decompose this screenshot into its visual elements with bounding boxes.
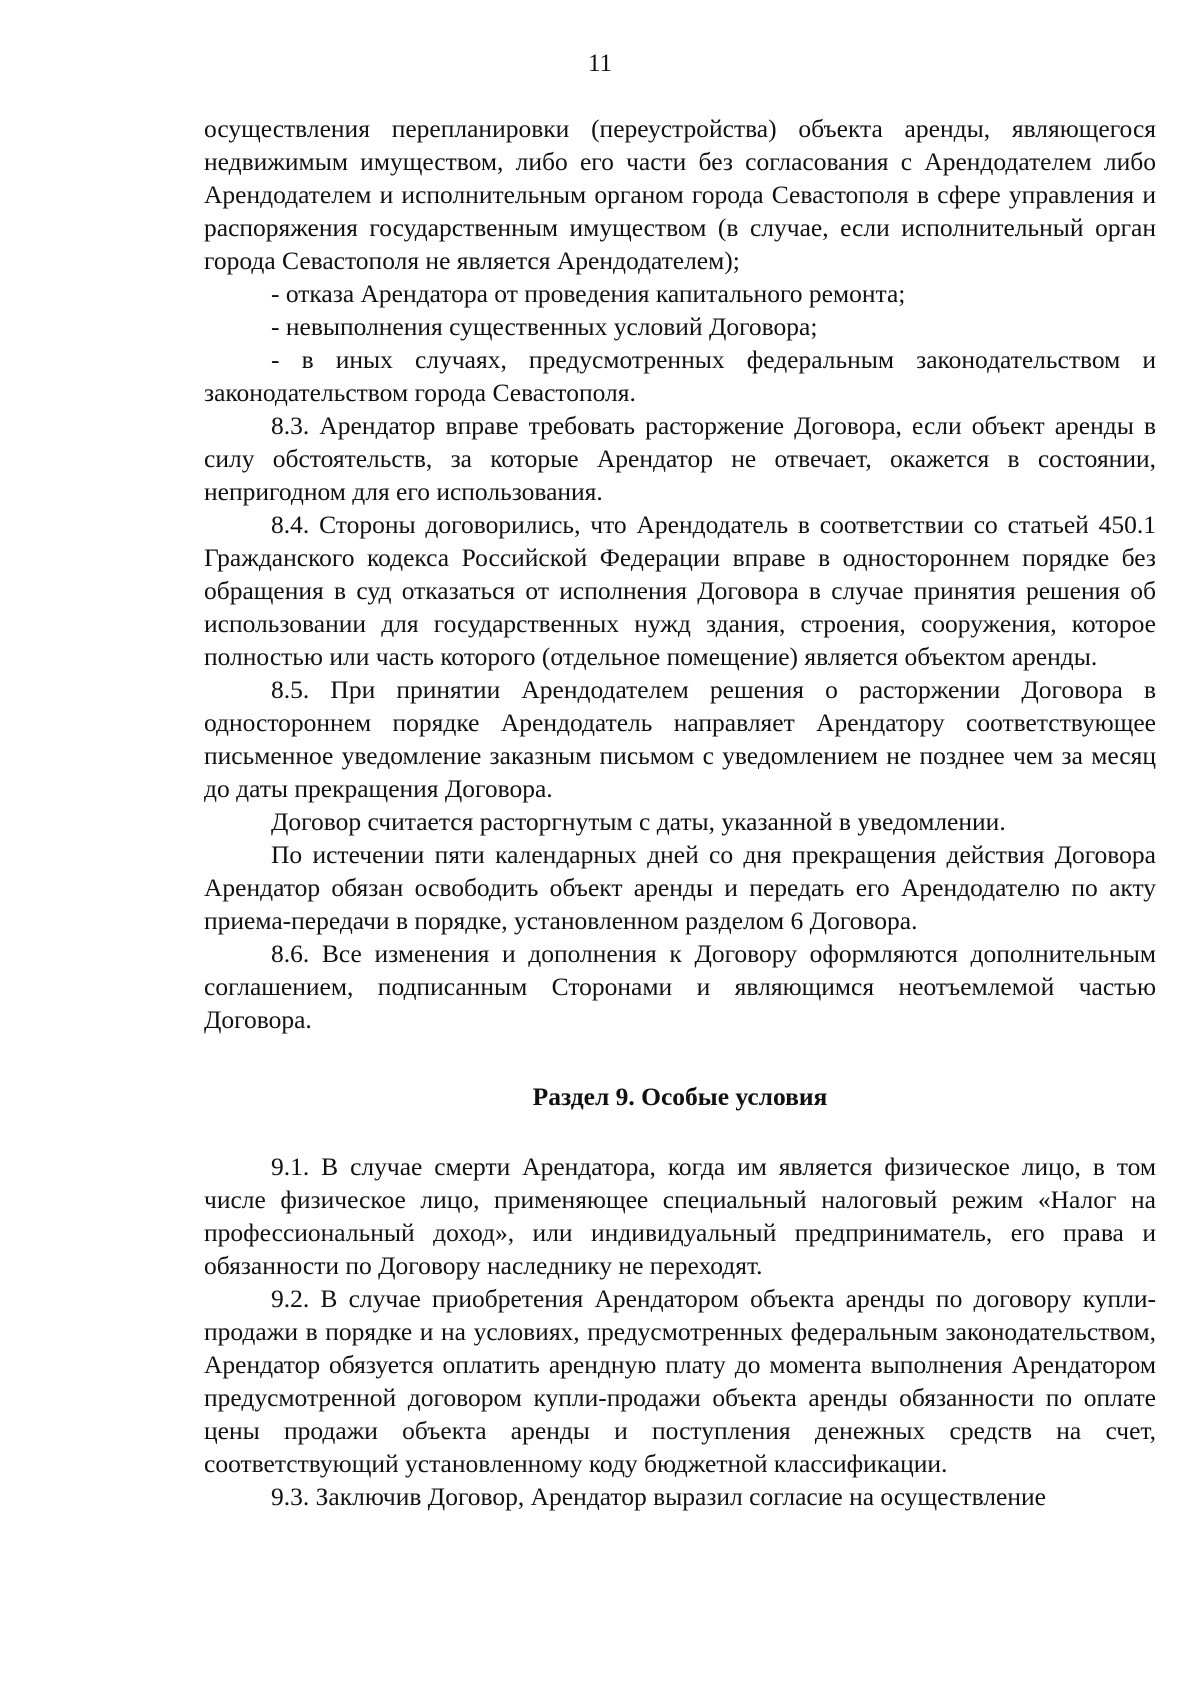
paragraph-clause-8-6: 8.6. Все изменения и дополнения к Договору оформляются дополнительным соглашением, подписанным Сторонами и являющимся неотъемлемой частью Договора. [204, 939, 1156, 1034]
paragraph-clause-9-2: 9.2. В случае приобретения Арендатором объекта аренды по договору купли-продажи в порядке и на условиях, предусмотренных федеральным законодательством, Арендатор обязуется оплатить арендную плату до момента выполнения Арендатором предусмотренной договором купли-продажи объекта аренды обязанности по оплате цены продажи объекта аренды и поступления денежных средств на счет, соответствующий установленному коду бюджетной классификации. [204, 1284, 1156, 1478]
paragraph: Договор считается расторгнутым с даты, указанной в уведомлении. [271, 807, 1006, 836]
section-heading: Раздел 9. Особые условия [532, 1082, 828, 1111]
document-body [204, 112, 1156, 1513]
paragraph-list-item: - в иных случаях, предусмотренных федеральным законодательством и законодательством города Севастополя. [204, 345, 1156, 407]
paragraph: По истечении пяти календарных дней со дня прекращения действия Договора Арендатор обязан освободить объект аренды и передать его Арендодателю по акту приема-передачи в порядке, установленном разделом 6 Договора. [204, 840, 1156, 935]
paragraph-list-item: - отказа Арендатора от проведения капитального ремонта; [271, 279, 906, 308]
paragraph-clause-8-5: 8.5. При принятии Арендодателем решения о расторжении Договора в одностороннем порядке Арендодатель направляет Арендатору соответствующее письменное уведомление заказным письмом с уведомлением не позднее чем за месяц до даты прекращения Договора. [204, 675, 1156, 803]
page-number: 11 [587, 50, 613, 77]
paragraph-clause-8-3: 8.3. Арендатор вправе требовать расторжение Договора, если объект аренды в силу обстоятельств, за которые Арендатор не отвечает, окажется в состоянии, непригодном для его использования. [204, 411, 1156, 506]
paragraph-list-item: - невыполнения существенных условий Договора; [271, 312, 818, 341]
paragraph-clause-9-1: 9.1. В случае смерти Арендатора, когда им является физическое лицо, в том числе физическое лицо, применяющее специальный налоговый режим «Налог на профессиональный доход», или индивидуальный предприниматель, его права и обязанности по Договору наследнику не переходят. [204, 1152, 1156, 1280]
paragraph-clause-8-4: 8.4. Стороны договорились, что Арендодатель в соответствии со статьей 450.1 Гражданского кодекса Российской Федерации вправе в одностороннем порядке без обращения в суд отказаться от исполнения Договора в случае принятия решения об использовании для государственных нужд здания, строения, сооружения, которое полностью или часть которого (отдельное помещение) является объектом аренды. [204, 510, 1156, 671]
paragraph-continuation: осуществления перепланировки (переустройства) объекта аренды, являющегося недвижимым имуществом, либо его части без согласования с Арендодателем либо Арендодателем и исполнительным органом города Севастополя в сфере управления и распоряжения государственным имуществом (в случае, если исполнительный орган города Севастополя не является Арендодателем); [204, 114, 1156, 275]
paragraph-clause-9-3: 9.3. Заключив Договор, Арендатор выразил согласие на осуществление [271, 1482, 1046, 1511]
